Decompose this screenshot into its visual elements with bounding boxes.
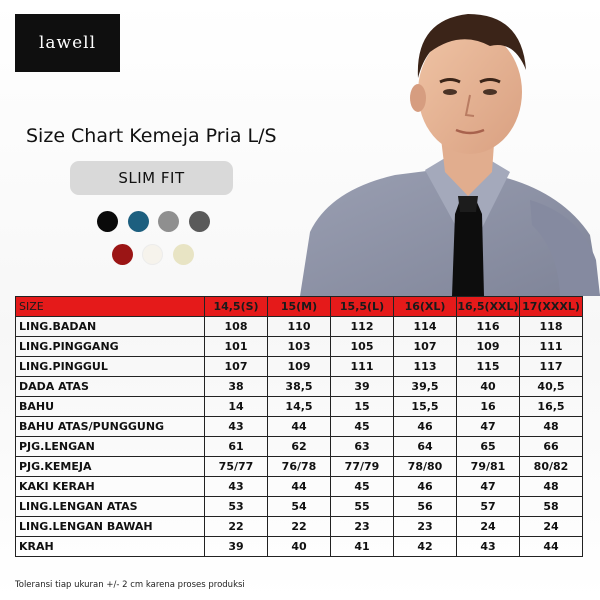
- table-row: [16, 497, 583, 517]
- table-cell: 15: [331, 397, 394, 417]
- table-cell: 38,5: [268, 377, 331, 397]
- row-label: LING.LENGAN ATAS: [16, 497, 205, 517]
- header-size-m: 15(M): [268, 297, 331, 317]
- table-row: [16, 537, 583, 557]
- table-cell: 24: [520, 517, 583, 537]
- table-cell: 58: [520, 497, 583, 517]
- header-size-l: 15,5(L): [331, 297, 394, 317]
- table-cell: 63: [331, 437, 394, 457]
- table-cell: 111: [331, 357, 394, 377]
- table-cell: 39,5: [394, 377, 457, 397]
- table-cell: 112: [331, 317, 394, 337]
- color-swatch-gray[interactable]: [158, 211, 179, 232]
- table-cell: 45: [331, 477, 394, 497]
- size-table: [15, 296, 583, 557]
- table-cell: 107: [394, 337, 457, 357]
- table-cell: 46: [394, 417, 457, 437]
- table-cell: 23: [394, 517, 457, 537]
- color-swatch-dark-gray[interactable]: [189, 211, 210, 232]
- header-size-s: 14,5(S): [205, 297, 268, 317]
- table-cell: 77/79: [331, 457, 394, 477]
- table-cell: 43: [457, 537, 520, 557]
- table-cell: 43: [205, 477, 268, 497]
- table-cell: 65: [457, 437, 520, 457]
- table-cell: 41: [331, 537, 394, 557]
- table-cell: 105: [331, 337, 394, 357]
- table-body: [16, 317, 583, 557]
- table-cell: 116: [457, 317, 520, 337]
- table-cell: 53: [205, 497, 268, 517]
- row-label: PJG.KEMEJA: [16, 457, 205, 477]
- table-cell: 40,5: [520, 377, 583, 397]
- table-cell: 24: [457, 517, 520, 537]
- tie-shape: [452, 200, 484, 296]
- table-cell: 66: [520, 437, 583, 457]
- table-cell: 113: [394, 357, 457, 377]
- color-swatch-cream[interactable]: [173, 244, 194, 265]
- table-cell: 57: [457, 497, 520, 517]
- table-cell: 47: [457, 477, 520, 497]
- table-cell: 22: [205, 517, 268, 537]
- table-row: [16, 317, 583, 337]
- table-cell: 109: [457, 337, 520, 357]
- row-label: DADA ATAS: [16, 377, 205, 397]
- table-row: [16, 417, 583, 437]
- model-photo: [300, 0, 600, 296]
- table-cell: 101: [205, 337, 268, 357]
- table-cell: 42: [394, 537, 457, 557]
- table-row: [16, 437, 583, 457]
- size-chart-table: [15, 296, 582, 556]
- row-label: BAHU: [16, 397, 205, 417]
- row-label: PJG.LENGAN: [16, 437, 205, 457]
- table-cell: 117: [520, 357, 583, 377]
- table-cell: 16: [457, 397, 520, 417]
- table-header-row: [16, 297, 583, 317]
- table-cell: 107: [205, 357, 268, 377]
- table-cell: 54: [268, 497, 331, 517]
- table-cell: 14: [205, 397, 268, 417]
- table-cell: 110: [268, 317, 331, 337]
- table-cell: 44: [268, 417, 331, 437]
- row-label: KRAH: [16, 537, 205, 557]
- fit-badge: SLIM FIT: [70, 161, 233, 195]
- row-label: LING.PINGGUL: [16, 357, 205, 377]
- table-cell: 44: [520, 537, 583, 557]
- table-cell: 43: [205, 417, 268, 437]
- header-size-xxl: 16,5(XXL): [457, 297, 520, 317]
- table-cell: 64: [394, 437, 457, 457]
- table-cell: 109: [268, 357, 331, 377]
- table-row: [16, 377, 583, 397]
- table-cell: 79/81: [457, 457, 520, 477]
- page-title: Size Chart Kemeja Pria L/S: [26, 125, 277, 147]
- table-cell: 15,5: [394, 397, 457, 417]
- row-label: LING.LENGAN BAWAH: [16, 517, 205, 537]
- table-cell: 14,5: [268, 397, 331, 417]
- color-swatch-red[interactable]: [112, 244, 133, 265]
- table-cell: 111: [520, 337, 583, 357]
- tolerance-footnote: Toleransi tiap ukuran +/- 2 cm karena proses produksi: [15, 580, 245, 590]
- table-row: [16, 517, 583, 537]
- header-size-xl: 16(XL): [394, 297, 457, 317]
- header-size-xxxl: 17(XXXL): [520, 297, 583, 317]
- table-cell: 118: [520, 317, 583, 337]
- table-cell: 55: [331, 497, 394, 517]
- brand-logo-text: lawell: [38, 33, 97, 53]
- table-cell: 23: [331, 517, 394, 537]
- table-cell: 76/78: [268, 457, 331, 477]
- table-row: [16, 357, 583, 377]
- color-swatch-black[interactable]: [97, 211, 118, 232]
- table-row: [16, 397, 583, 417]
- table-cell: 103: [268, 337, 331, 357]
- row-label: LING.PINGGANG: [16, 337, 205, 357]
- row-label: BAHU ATAS/PUNGGUNG: [16, 417, 205, 437]
- row-label: KAKI KERAH: [16, 477, 205, 497]
- model-illustration: [300, 0, 600, 296]
- table-cell: 115: [457, 357, 520, 377]
- table-cell: 40: [268, 537, 331, 557]
- table-cell: 39: [331, 377, 394, 397]
- table-cell: 39: [205, 537, 268, 557]
- table-cell: 80/82: [520, 457, 583, 477]
- table-cell: 40: [457, 377, 520, 397]
- table-cell: 44: [268, 477, 331, 497]
- table-cell: 75/77: [205, 457, 268, 477]
- table-cell: 62: [268, 437, 331, 457]
- table-cell: 45: [331, 417, 394, 437]
- table-cell: 46: [394, 477, 457, 497]
- table-cell: 61: [205, 437, 268, 457]
- table-cell: 114: [394, 317, 457, 337]
- color-swatch-white[interactable]: [142, 244, 163, 265]
- table-cell: 48: [520, 477, 583, 497]
- table-cell: 22: [268, 517, 331, 537]
- header-size: SIZE: [16, 297, 205, 317]
- row-label: LING.BADAN: [16, 317, 205, 337]
- table-cell: 16,5: [520, 397, 583, 417]
- table-row: [16, 477, 583, 497]
- table-cell: 78/80: [394, 457, 457, 477]
- table-row: [16, 457, 583, 477]
- table-cell: 56: [394, 497, 457, 517]
- table-cell: 47: [457, 417, 520, 437]
- table-cell: 38: [205, 377, 268, 397]
- color-swatch-teal[interactable]: [128, 211, 149, 232]
- table-cell: 108: [205, 317, 268, 337]
- table-cell: 48: [520, 417, 583, 437]
- table-row: [16, 337, 583, 357]
- brand-logo: [15, 14, 120, 72]
